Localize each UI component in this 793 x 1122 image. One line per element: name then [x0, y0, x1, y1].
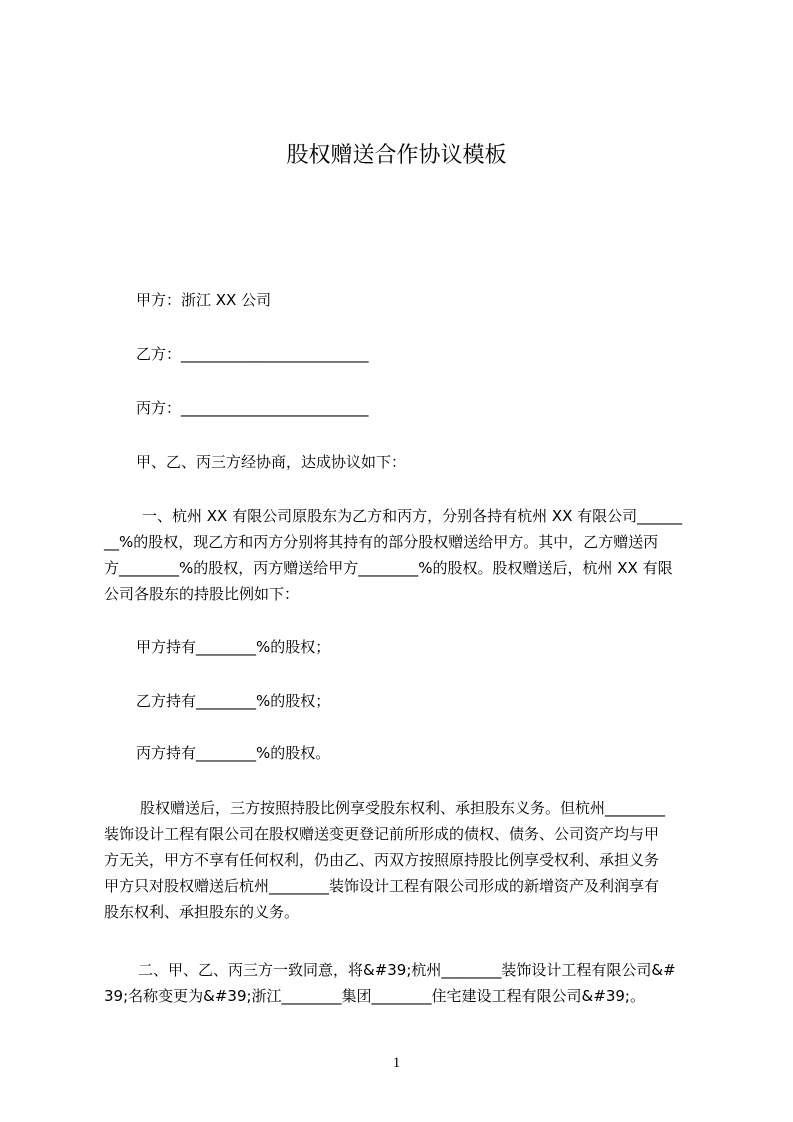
paragraph-line: 方无关，甲方不享有任何权利，仍由乙、丙双方按照原持股比例享受权利、承担义务 — [104, 851, 660, 869]
clause-1-line: __%的股权，现乙方和丙方分别将其持有的部分股权赠送给甲方。其中，乙方赠送丙 — [104, 533, 659, 551]
clause-2-line: 39;名称变更为&#39;浙江________集团________住宅建设工程有限公司&#39;。 — [104, 987, 645, 1005]
intro-line: 甲、乙、丙三方经协商，达成协议如下： — [136, 453, 407, 471]
clause-2-line: 二、甲、乙、丙三方一致同意，将&#39;杭州________装饰设计工程有限公司&# — [138, 961, 676, 979]
clause-2 — [104, 957, 704, 1009]
clause-1-line: 公司各股东的持股比例如下： — [104, 585, 300, 603]
holding-jia: 甲方持有________%的股权； — [136, 638, 331, 656]
holding-yi: 乙方持有________%的股权； — [136, 692, 331, 710]
paragraph-line: 装饰设计工程有限公司在股权赠送变更登记前所形成的债权、债务、公司资产均与甲 — [104, 825, 660, 843]
party-jia: 甲方：浙江 XX 公司 — [136, 291, 272, 309]
paragraph-line: 甲方只对股权赠送后杭州________装饰设计工程有限公司形成的新增资产及利润享有 — [104, 877, 660, 895]
party-yi: 乙方：_________________________ — [136, 345, 369, 363]
clause-1-line: 一、杭州 XX 有限公司原股东为乙方和丙方，分别各持有杭州 XX 有限公司______ — [142, 507, 683, 525]
paragraph-line: 股权赠送后，三方按照持股比例享受股东权利、承担股东义务。但杭州________ — [140, 799, 666, 817]
party-bing: 丙方：_________________________ — [136, 399, 369, 417]
clause-1-line: 方________%的股权，丙方赠送给甲方________%的股权。股权赠送后，杭州 XX 有限 — [104, 559, 673, 577]
page-number: 1 — [392, 1055, 401, 1071]
document-title: 股权赠送合作协议模板 — [286, 143, 507, 168]
holding-bing: 丙方持有________%的股权。 — [136, 744, 331, 762]
clause-1 — [104, 503, 704, 607]
paragraph-line: 股东权利、承担股东的义务。 — [104, 903, 300, 921]
after-transfer-paragraph — [104, 795, 704, 925]
